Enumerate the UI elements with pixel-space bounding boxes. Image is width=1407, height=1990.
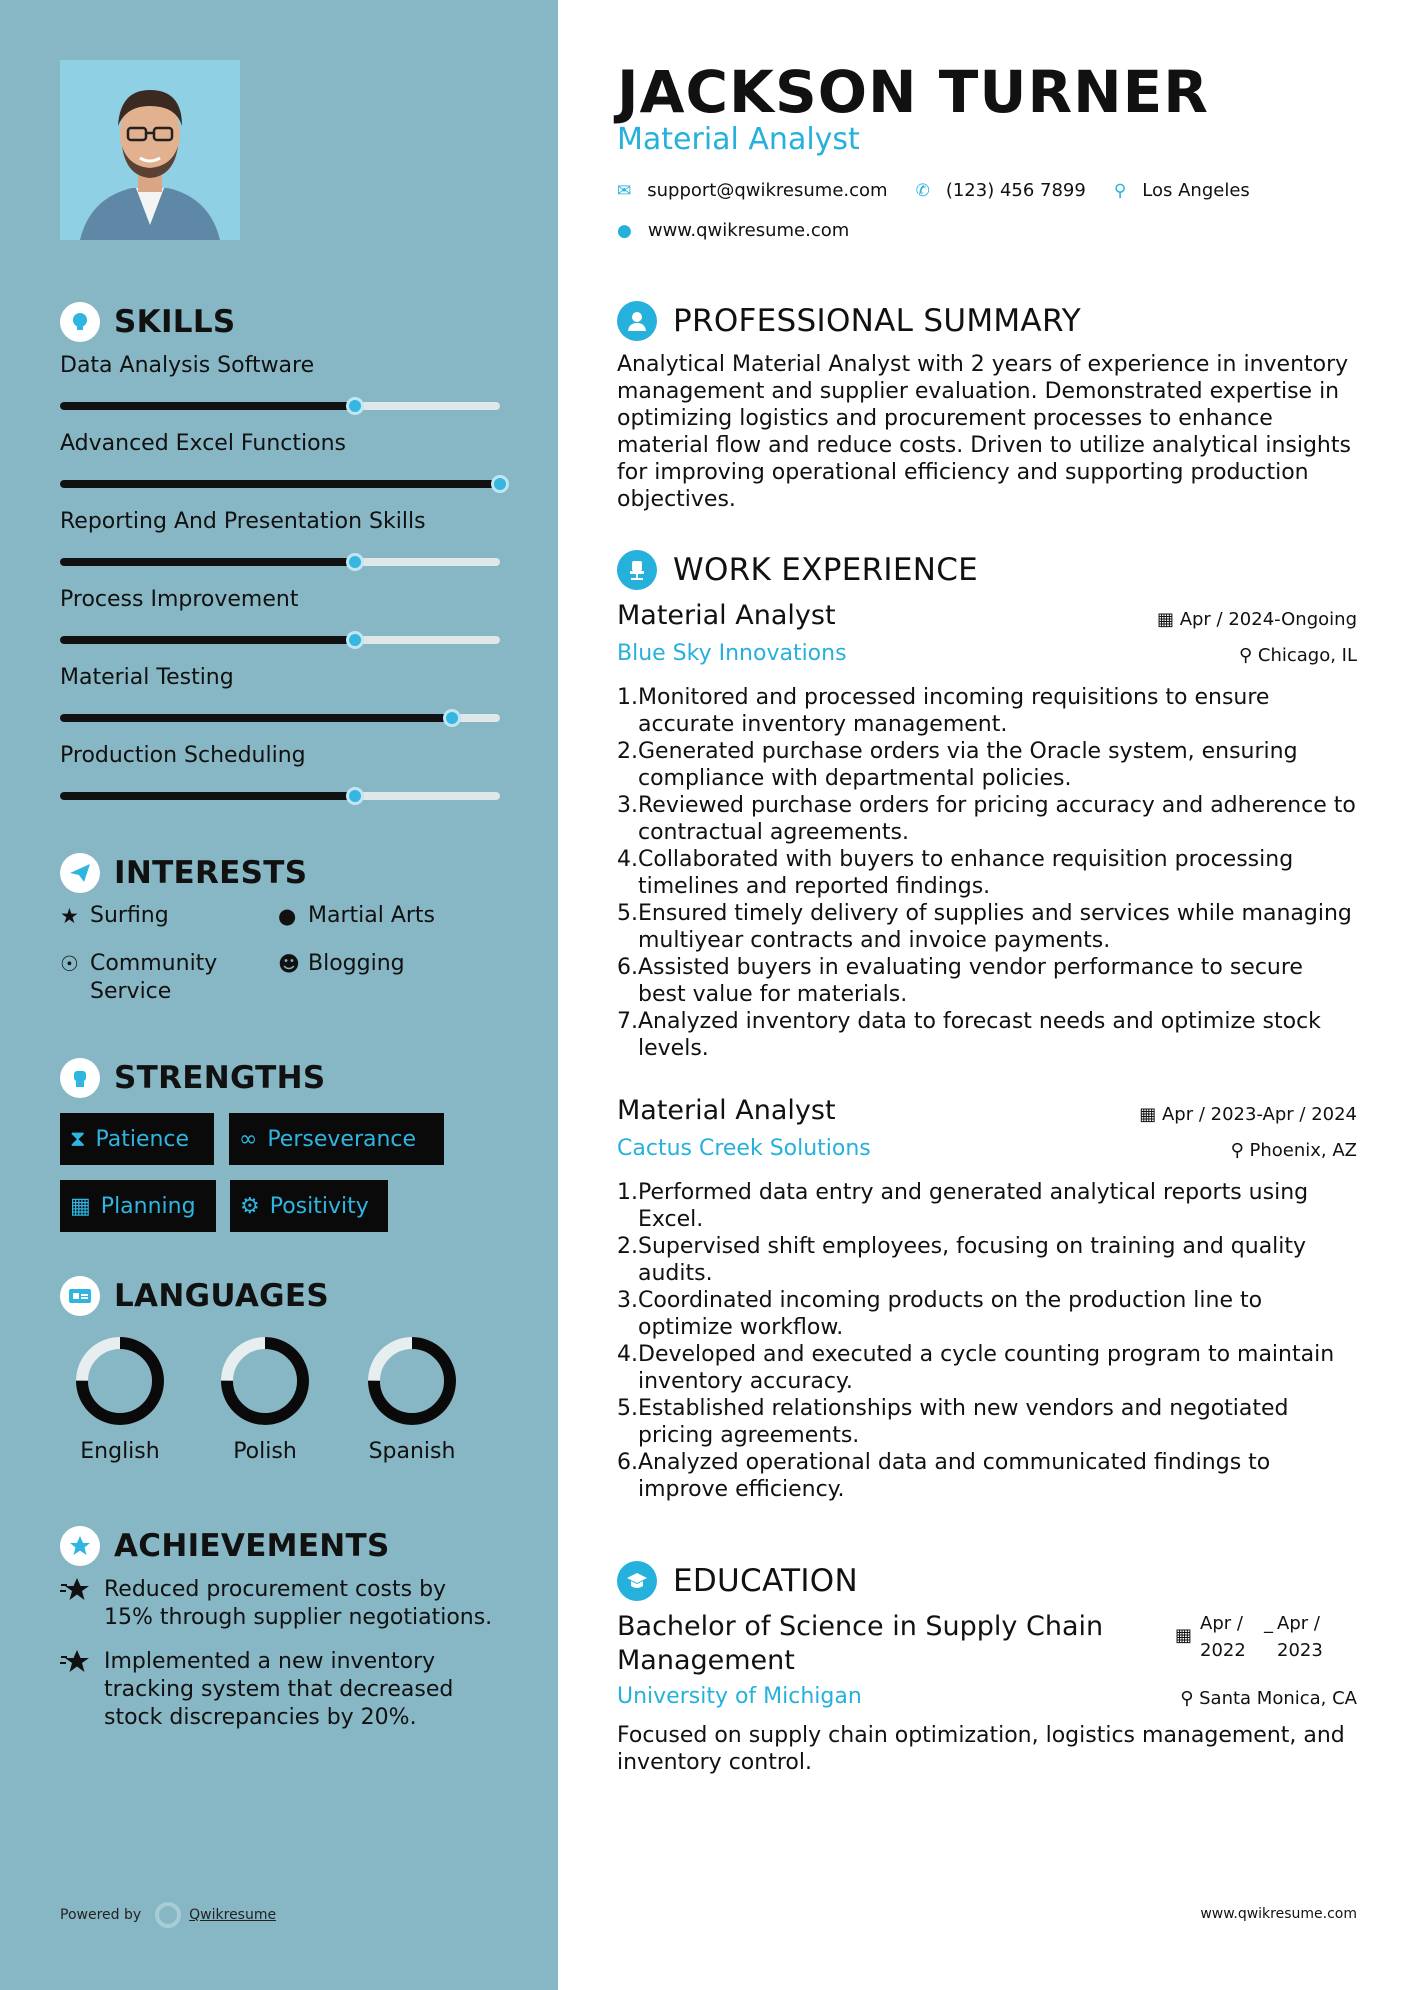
calendar-icon: ▦	[1139, 1104, 1162, 1125]
calendar-icon: ▦	[70, 1193, 91, 1219]
language-label: Polish	[233, 1439, 297, 1464]
summary-text: Analytical Material Analyst with 2 years of experience in inventory management and supplier evaluation. Demonstrated expertise in optimizing logistics and procurement processes to enhance material flow and reduce costs. Driven to utilize analytical insights for improving operational efficiency and supporting production objectives.	[617, 352, 1351, 512]
strength-chip	[229, 1113, 444, 1165]
job-date-text: Apr / 2023-Apr / 2024	[1161, 1104, 1357, 1125]
skill-item	[60, 508, 500, 566]
skills-title: SKILLS	[114, 304, 236, 340]
strengths-heading	[60, 1058, 325, 1098]
skill-label: Production Scheduling	[60, 743, 306, 768]
interest-label: Community Service	[90, 951, 218, 1004]
education-location-text: Santa Monica, CA	[1199, 1688, 1357, 1709]
language-label: English	[80, 1439, 160, 1464]
skill-item	[60, 664, 500, 722]
chair-icon	[617, 550, 657, 590]
skill-label: Reporting And Presentation Skills	[60, 509, 426, 534]
skill-bar-knob	[346, 787, 364, 805]
skills-heading	[60, 302, 236, 342]
contact-row	[617, 180, 1250, 201]
job-date-text: Apr / 2024-Ongoing	[1179, 609, 1357, 630]
strengths-title: STRENGTHS	[114, 1060, 326, 1096]
achievement-text: Implemented a new inventory tracking system that decreased stock discrepancies by 20%.	[104, 1649, 454, 1730]
interests-heading	[60, 853, 307, 893]
skill-bar	[60, 636, 500, 644]
phone-text: (123) 456 7899	[945, 180, 1086, 201]
languages-title: LANGUAGES	[114, 1278, 329, 1314]
skill-bar-fill	[60, 558, 355, 566]
skill-bar-knob	[346, 553, 364, 571]
school-name: University of Michigan	[617, 1684, 862, 1709]
footer-url[interactable]: www.qwikresume.com	[1200, 1906, 1357, 1922]
strength-label: Perseverance	[267, 1126, 417, 1152]
strength-label: Positivity	[269, 1193, 369, 1219]
job-bullet: 1. Performed data entry and generated analytical reports using Excel.	[617, 1180, 1309, 1232]
job-bullet: 2. Supervised shift employees, focusing on training and quality audits.	[617, 1234, 1307, 1286]
calendar-icon: ▦	[1174, 1625, 1192, 1646]
skill-label: Material Testing	[60, 665, 234, 690]
job-location	[1239, 645, 1357, 666]
interests-title: INTERESTS	[114, 855, 308, 891]
job-bullet: 5. Ensured timely delivery of supplies and services while managing multiyear contracts and invoice payments.	[617, 901, 1352, 953]
job-bullets	[617, 684, 1357, 1062]
job-bullet: 2. Generated purchase orders via the Oracle system, ensuring compliance with departmental policies.	[617, 739, 1298, 791]
achievements-heading	[60, 1526, 390, 1566]
skill-item	[60, 742, 500, 800]
skill-bar-fill	[60, 714, 452, 722]
binoculars-icon: ∞	[239, 1126, 258, 1152]
email-link[interactable]: support@qwikresume.com	[647, 180, 888, 201]
language-card-icon	[60, 1276, 100, 1316]
job-title: Material Analyst	[617, 600, 836, 631]
interest-item	[278, 902, 435, 930]
map-pin-icon: ⚲	[1113, 180, 1127, 201]
education-description: Focused on supply chain optimization, logistics management, and inventory control.	[617, 1723, 1345, 1775]
job-bullet: 3. Reviewed purchase orders for pricing accuracy and adherence to contractual agreements.	[617, 793, 1356, 845]
job-location	[1231, 1140, 1357, 1161]
globe-icon: ●	[617, 220, 632, 241]
interest-label: Surfing	[90, 903, 169, 928]
job-bullet: 3. Coordinated incoming products on the production line to optimize workflow.	[617, 1288, 1263, 1340]
strength-label: Patience	[95, 1126, 190, 1152]
summary-title: PROFESSIONAL SUMMARY	[673, 303, 1082, 339]
skill-bar	[60, 714, 500, 722]
graduation-cap-icon	[617, 1561, 657, 1601]
experience-heading	[617, 550, 978, 590]
skill-item	[60, 586, 500, 644]
job-bullet: 4. Developed and executed a cycle counting program to maintain inventory accuracy.	[617, 1342, 1335, 1394]
skill-bar-knob	[491, 475, 509, 493]
job-date	[1139, 1104, 1357, 1125]
language-donut	[217, 1333, 313, 1429]
qwikresume-logo-icon	[155, 1902, 181, 1928]
star-icon: ★	[60, 904, 79, 928]
skill-label: Process Improvement	[60, 587, 299, 612]
skill-label: Advanced Excel Functions	[60, 431, 346, 456]
interest-item	[278, 950, 405, 978]
interest-item	[60, 950, 240, 1006]
skill-bar-fill	[60, 636, 355, 644]
strength-label: Planning	[100, 1193, 196, 1219]
achievement-item	[60, 1576, 500, 1632]
strength-chip	[60, 1180, 216, 1232]
pin-icon: ⚲	[1180, 1688, 1200, 1709]
education-title: EDUCATION	[673, 1563, 858, 1599]
job-bullet: 6. Analyzed operational data and communicated findings to improve efficiency.	[617, 1450, 1271, 1502]
experience-title: WORK EXPERIENCE	[673, 552, 979, 588]
language-donut	[72, 1333, 168, 1429]
skill-bar-knob	[346, 631, 364, 649]
skill-label: Data Analysis Software	[60, 353, 315, 378]
website-row	[617, 220, 849, 241]
job-date	[1157, 609, 1357, 630]
education-heading	[617, 1561, 858, 1601]
user-icon	[617, 301, 657, 341]
skill-bar-knob	[346, 397, 364, 415]
job-bullets	[617, 1179, 1357, 1503]
language-item	[190, 1333, 340, 1464]
achievement-item	[60, 1648, 500, 1732]
skill-bar-fill	[60, 402, 355, 410]
lightbulb-icon	[60, 302, 100, 342]
interest-item	[60, 902, 169, 930]
languages-heading	[60, 1276, 329, 1316]
job-bullet: 4. Collaborated with buyers to enhance requisition processing timelines and reported findings.	[617, 847, 1294, 899]
job-bullet: 5. Established relationships with new vendors and negotiated pricing agreements.	[617, 1396, 1289, 1448]
powered-by	[60, 1902, 276, 1928]
strength-chip	[60, 1113, 214, 1165]
hand-icon: ☉	[60, 952, 79, 976]
sidebar	[0, 0, 558, 1990]
interest-label: Blogging	[308, 951, 405, 976]
skill-bar	[60, 558, 500, 566]
mail-icon: ✉	[617, 180, 632, 201]
degree-title: Bachelor of Science in Supply Chain Management	[617, 1611, 1104, 1676]
education-end: Apr / 2023	[1277, 1613, 1323, 1661]
education-start: Apr / 2022	[1200, 1613, 1246, 1661]
job-title: Material Analyst	[617, 1095, 836, 1126]
skill-bar	[60, 402, 500, 410]
job-location-text: Phoenix, AZ	[1249, 1140, 1357, 1161]
education-dates: ▦ Apr / 2022 _ Apr / 2023	[1175, 1610, 1337, 1664]
candidate-role: Material Analyst	[617, 122, 860, 157]
website-link[interactable]: www.qwikresume.com	[647, 220, 850, 241]
globe-icon: ●	[278, 904, 297, 928]
education-location	[1180, 1688, 1357, 1709]
hourglass-icon: ⧗	[70, 1126, 86, 1152]
achievement-star-icon	[60, 1648, 104, 1732]
language-donut	[364, 1333, 460, 1429]
language-item	[45, 1333, 195, 1464]
skill-item	[60, 352, 500, 410]
skill-bar	[60, 480, 500, 488]
achievement-text: Reduced procurement costs by 15% through supplier negotiations.	[104, 1577, 493, 1630]
profile-photo	[60, 60, 240, 240]
skill-item	[60, 430, 500, 488]
language-label: Spanish	[368, 1439, 456, 1464]
skill-bar-fill	[60, 792, 355, 800]
language-item	[337, 1333, 487, 1464]
skill-bar-fill	[60, 480, 500, 488]
achievement-star-icon	[60, 1576, 104, 1632]
job-location-text: Chicago, IL	[1257, 645, 1357, 666]
star-badge-icon	[60, 1526, 100, 1566]
job-bullet: 7. Analyzed inventory data to forecast needs and optimize stock levels.	[617, 1009, 1321, 1061]
job-bullet: 1. Monitored and processed incoming requisitions to ensure accurate inventory management.	[617, 685, 1270, 737]
pin-icon: ⚲	[1230, 1140, 1250, 1161]
strength-chip	[230, 1180, 388, 1232]
phone-icon: ✆	[915, 180, 930, 201]
summary-heading	[617, 301, 1081, 341]
interest-label: Martial Arts	[308, 903, 436, 928]
job-company: Cactus Creek Solutions	[617, 1136, 871, 1161]
candidate-name: JACKSON TURNER	[617, 58, 1209, 126]
skill-bar-knob	[443, 709, 461, 727]
users-icon: ☻	[278, 952, 300, 976]
paper-plane-icon	[60, 853, 100, 893]
powered-by-label: Powered by	[60, 1907, 142, 1923]
brand-link[interactable]: Qwikresume	[189, 1907, 277, 1923]
fist-icon	[60, 1058, 100, 1098]
calendar-icon: ▦	[1156, 609, 1180, 630]
pin-icon: ⚲	[1238, 645, 1258, 666]
skill-bar	[60, 792, 500, 800]
job-company: Blue Sky Innovations	[617, 641, 847, 666]
achievements-title: ACHIEVEMENTS	[114, 1528, 390, 1564]
job-bullet: 6. Assisted buyers in evaluating vendor performance to secure best value for materials.	[617, 955, 1303, 1007]
gear-icon: ⚙	[240, 1193, 260, 1219]
location-text: Los Angeles	[1142, 180, 1250, 201]
